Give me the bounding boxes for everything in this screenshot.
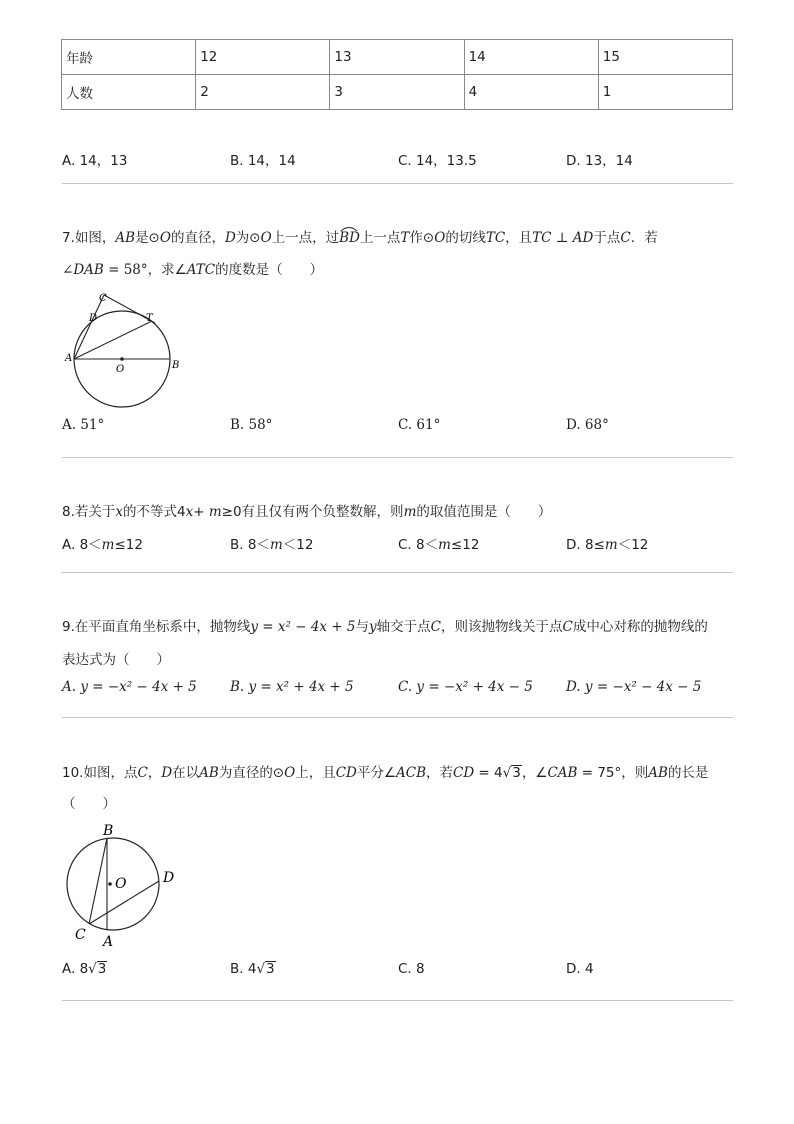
math: CD bbox=[335, 765, 357, 781]
math: C bbox=[430, 619, 442, 635]
math: DAB bbox=[73, 262, 104, 278]
radicand: 3 bbox=[512, 765, 521, 781]
math: AD bbox=[572, 230, 594, 246]
text: C. 8＜ bbox=[398, 537, 439, 553]
radicand: 3 bbox=[266, 961, 275, 977]
text: ≤12 bbox=[450, 537, 480, 553]
math: O bbox=[284, 765, 296, 781]
math: m bbox=[269, 537, 283, 553]
math: y bbox=[369, 619, 377, 635]
q8-option-b bbox=[230, 533, 313, 553]
text: 的切线 bbox=[445, 230, 486, 246]
text: ≤12 bbox=[114, 537, 143, 553]
text: 8.若关于 bbox=[62, 504, 116, 520]
text: 平分∠ bbox=[356, 765, 396, 781]
q7-figure bbox=[60, 280, 190, 412]
q10-option-d: D. 4 bbox=[566, 961, 594, 977]
math: m bbox=[208, 504, 222, 520]
q8-stem bbox=[62, 500, 551, 520]
text: ，若 bbox=[425, 765, 453, 781]
q7-stem-line1 bbox=[62, 226, 658, 246]
text: A. 8 bbox=[62, 961, 89, 977]
q9-option-d: D. y = −x² − 4x − 5 bbox=[566, 679, 702, 695]
text: 上，且 bbox=[295, 765, 336, 781]
text: ．若 bbox=[630, 230, 658, 246]
math: m bbox=[438, 537, 451, 553]
text: = 75°，则 bbox=[577, 765, 649, 781]
q9-stem-line2: 表达式为（ ） bbox=[62, 652, 170, 668]
math: CAB bbox=[547, 765, 578, 781]
center-dot bbox=[108, 882, 112, 886]
math: CD bbox=[452, 765, 475, 781]
math: C bbox=[620, 230, 631, 246]
q10-figure bbox=[60, 820, 190, 952]
divider bbox=[62, 457, 733, 458]
math: D bbox=[161, 765, 173, 781]
sqrt-sign: √ bbox=[88, 961, 97, 977]
q8-option-a bbox=[62, 533, 143, 553]
text: 于点 bbox=[593, 230, 621, 246]
text: ，则该抛物线关于点 bbox=[441, 619, 563, 635]
text: 上一点，过 bbox=[271, 230, 340, 246]
label-c: C bbox=[75, 927, 86, 943]
text: 成中心对称的抛物线的 bbox=[572, 619, 708, 635]
text: 的长是 bbox=[667, 765, 709, 781]
q6-option-d: D. 13，14 bbox=[566, 153, 633, 169]
circle-o bbox=[67, 838, 159, 930]
math: TC bbox=[485, 230, 506, 246]
text: 的度数是（ ） bbox=[215, 262, 324, 278]
math: m bbox=[403, 504, 417, 520]
table-cell: 4 bbox=[464, 75, 598, 110]
divider bbox=[62, 572, 733, 573]
center-dot bbox=[120, 357, 124, 361]
text: 的取值范围是（ ） bbox=[416, 504, 552, 520]
math: y = x² − 4x + 5 bbox=[250, 619, 356, 635]
math: m bbox=[101, 537, 115, 553]
text: 的不等式4 bbox=[123, 504, 186, 520]
text: ，∠ bbox=[521, 765, 548, 781]
table-cell: 13 bbox=[330, 40, 464, 75]
q7-option-c: C. 61° bbox=[398, 417, 441, 433]
math: AB bbox=[648, 765, 668, 781]
line-ac bbox=[74, 295, 104, 359]
text: 7.如图， bbox=[62, 230, 116, 246]
q10-option-b bbox=[230, 961, 276, 977]
divider bbox=[62, 183, 733, 184]
text: 是⊙ bbox=[135, 230, 160, 246]
text: ， bbox=[147, 765, 162, 781]
q7-stem-line2 bbox=[62, 258, 323, 278]
math: AB bbox=[199, 765, 219, 781]
q8-option-d bbox=[566, 533, 648, 553]
text: 10.如图，点 bbox=[62, 765, 138, 781]
text: 与 bbox=[355, 619, 370, 635]
q9-option-a: A. y = −x² − 4x + 5 bbox=[62, 679, 197, 695]
q6-option-a: A. 14，13 bbox=[62, 153, 128, 169]
q10-stem-line2: （ ） bbox=[62, 796, 116, 812]
q10-option-c: C. 8 bbox=[398, 961, 425, 977]
table-row bbox=[62, 75, 733, 110]
math: C bbox=[562, 619, 573, 635]
text: 为直径的⊙ bbox=[218, 765, 285, 781]
table-cell: 15 bbox=[598, 40, 732, 75]
label-a: A bbox=[65, 353, 73, 364]
math: BD bbox=[339, 230, 360, 246]
math: C bbox=[137, 765, 148, 781]
text: 的直径， bbox=[170, 230, 225, 246]
q10-stem-line1 bbox=[62, 761, 708, 781]
divider bbox=[62, 1000, 733, 1001]
label-o: O bbox=[116, 364, 125, 375]
text: 作⊙ bbox=[409, 230, 435, 246]
text: 为⊙ bbox=[235, 230, 261, 246]
math: TC bbox=[532, 230, 552, 246]
text: 上一点 bbox=[359, 230, 401, 246]
table-cell: 14 bbox=[464, 40, 598, 75]
label-o: O bbox=[115, 876, 127, 892]
math: O bbox=[159, 230, 171, 246]
q9-option-b: B. y = x² + 4x + 5 bbox=[230, 679, 354, 695]
text: + bbox=[193, 504, 209, 520]
radicand: 3 bbox=[97, 961, 107, 977]
math: ATC bbox=[186, 262, 216, 278]
line-bc bbox=[89, 838, 107, 924]
text: ≥0有且仅有两个负整数解，则 bbox=[221, 504, 404, 520]
age-table bbox=[61, 39, 733, 110]
label-d: D bbox=[163, 870, 175, 886]
table-cell: 人数 bbox=[62, 75, 196, 110]
math: T bbox=[400, 230, 410, 246]
text: = 4 bbox=[474, 765, 503, 781]
table-cell: 2 bbox=[196, 75, 330, 110]
text: B. 4 bbox=[230, 961, 257, 977]
math: ∠ bbox=[62, 262, 74, 278]
math: ACB bbox=[395, 765, 426, 781]
math: O bbox=[434, 230, 446, 246]
label-b: B bbox=[103, 823, 114, 839]
text: 轴交于点 bbox=[376, 619, 431, 635]
table-cell: 1 bbox=[598, 75, 732, 110]
math: m bbox=[604, 537, 618, 553]
text: 9.在平面直角坐标系中，抛物线 bbox=[62, 619, 251, 635]
label-b: B bbox=[172, 360, 180, 371]
label-t: T bbox=[146, 313, 153, 324]
text: ＜12 bbox=[617, 537, 649, 553]
q7-option-d: D. 68° bbox=[566, 417, 609, 433]
table-cell: 年龄 bbox=[62, 40, 196, 75]
q8-option-c bbox=[398, 533, 479, 553]
text: A. 8＜ bbox=[62, 537, 102, 553]
arc-bd bbox=[339, 230, 360, 246]
math: AB bbox=[115, 230, 136, 246]
sqrt-sign: √ bbox=[256, 961, 266, 977]
q10-option-a bbox=[62, 961, 107, 977]
sqrt-sign: √ bbox=[502, 765, 512, 781]
table-cell: 12 bbox=[196, 40, 330, 75]
table-cell: 3 bbox=[330, 75, 464, 110]
q9-stem-line1 bbox=[62, 615, 708, 635]
table-row bbox=[62, 40, 733, 75]
q7-option-b: B. 58° bbox=[230, 417, 273, 433]
math: ⊥ bbox=[551, 230, 573, 246]
text: B. 8＜ bbox=[230, 537, 270, 553]
q6-option-c: C. 14，13.5 bbox=[398, 153, 477, 169]
text: ，且 bbox=[505, 230, 533, 246]
label-d: D bbox=[89, 313, 98, 324]
divider bbox=[62, 717, 733, 718]
text: ＜12 bbox=[282, 537, 314, 553]
math: x bbox=[185, 504, 194, 520]
math: = 58° bbox=[103, 262, 148, 278]
text: ，求∠ bbox=[147, 262, 187, 278]
math: D bbox=[224, 230, 236, 246]
label-c: C bbox=[99, 293, 107, 304]
q7-option-a: A. 51° bbox=[62, 417, 105, 433]
math: x bbox=[115, 504, 124, 520]
math: O bbox=[260, 230, 272, 246]
q9-option-c: C. y = −x² + 4x − 5 bbox=[398, 679, 533, 695]
arc-mark-icon bbox=[340, 225, 358, 232]
text: D. 8≤ bbox=[566, 537, 605, 553]
label-a: A bbox=[103, 934, 114, 950]
q6-option-b: B. 14，14 bbox=[230, 153, 296, 169]
text: 在以 bbox=[172, 765, 200, 781]
